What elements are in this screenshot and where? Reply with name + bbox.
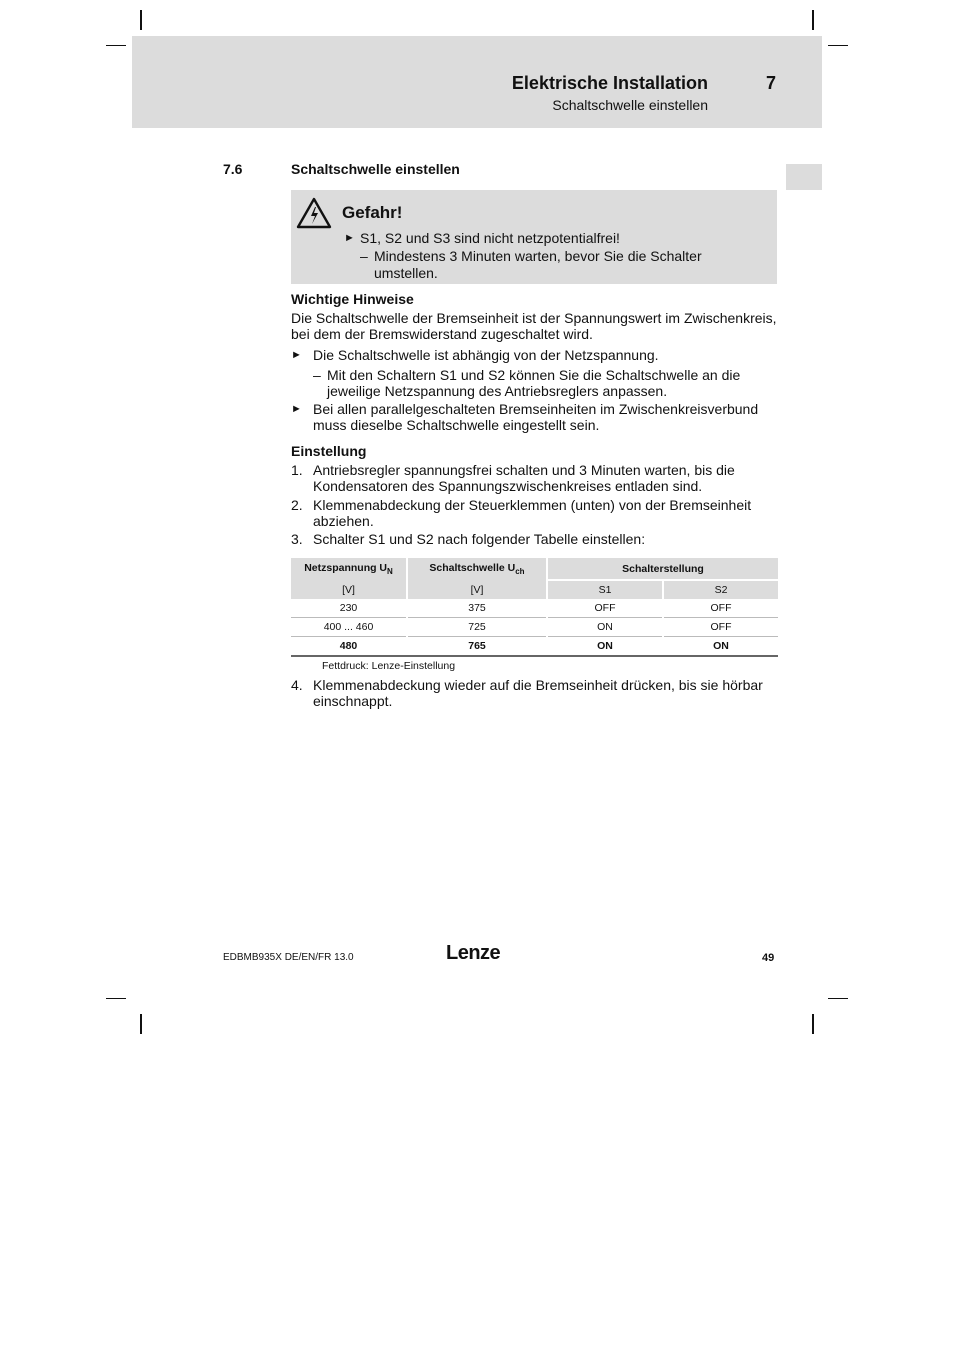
hints-para-line2: bei dem der Bremswiderstand zugeschaltet wird. <box>291 326 593 342</box>
table-row <box>291 618 778 637</box>
table-cell: 725 <box>407 618 547 637</box>
hints-bullet2-line1: Bei allen parallelgeschalteten Bremseinheiten im Zwischenkreisverbund <box>313 401 759 417</box>
crop-mark <box>106 45 126 46</box>
hints-heading: Wichtige Hinweise <box>291 291 414 307</box>
step-text: Antriebsregler spannungsfrei schalten und 3 Minuten warten, bis die <box>313 462 735 478</box>
table-note: Fettdruck: Lenze-Einstellung <box>322 660 456 672</box>
table-cell: 375 <box>407 599 547 618</box>
table-row <box>291 599 778 618</box>
table-cell: ON <box>663 637 778 657</box>
crop-mark <box>812 10 814 30</box>
crop-mark <box>828 998 848 999</box>
table-unit: [V] <box>291 580 407 599</box>
table-row <box>291 637 778 657</box>
switch-settings-table <box>291 558 778 657</box>
table-cell: ON <box>547 637 663 657</box>
hints-sub1-line1: Mit den Schaltern S1 und S2 können Sie die Schaltschwelle an die <box>327 367 741 383</box>
section-title: Schaltschwelle einstellen <box>291 161 460 177</box>
danger-title: Gefahr! <box>342 203 403 222</box>
section-number: 7.6 <box>223 161 243 177</box>
table-cell: ON <box>547 618 663 637</box>
table-header-switch: Schalterstellung <box>547 558 778 580</box>
crop-mark <box>140 1014 142 1034</box>
bullet-triangle-icon: ► <box>291 349 302 361</box>
page-number: 49 <box>762 952 775 964</box>
table-cell: 480 <box>291 637 407 657</box>
dash-icon: – <box>313 367 321 383</box>
document-code: EDBMB935X DE/EN/FR 13.0 <box>223 952 354 963</box>
hints-sub1-line2: jeweilige Netzspannung des Antriebsreglers anpassen. <box>327 383 668 399</box>
step-text: abziehen. <box>313 513 374 529</box>
table-s2-header: S2 <box>663 580 778 599</box>
bullet-triangle-icon: ► <box>344 232 355 244</box>
lenze-logo: Lenze <box>446 942 501 964</box>
step-number: 3. <box>291 531 303 547</box>
bullet-triangle-icon: ► <box>291 403 302 415</box>
table-cell: 765 <box>407 637 547 657</box>
step-number: 1. <box>291 462 303 478</box>
danger-bullet: S1, S2 und S3 sind nicht netzpotentialfrei! <box>360 230 620 246</box>
danger-sub-line1: Mindestens 3 Minuten warten, bevor Sie die Schalter <box>374 248 702 264</box>
hints-bullet1: Die Schaltschwelle ist abhängig von der Netzspannung. <box>313 347 659 363</box>
table-cell: OFF <box>663 618 778 637</box>
header-band <box>132 36 822 128</box>
step-text: Kondensatoren des Spannungszwischenkreises entladen sind. <box>313 478 703 494</box>
step-text: Schalter S1 und S2 nach folgender Tabelle einstellen: <box>313 531 646 547</box>
step-text: Klemmenabdeckung der Steuerklemmen (unten) von der Bremseinheit <box>313 497 752 513</box>
chapter-subtitle: Schaltschwelle einstellen <box>552 97 708 113</box>
crop-mark <box>828 45 848 46</box>
hints-para-line1: Die Schaltschwelle der Bremseinheit ist der Spannungswert im Zwischenkreis, <box>291 310 777 326</box>
table-unit: [V] <box>407 580 547 599</box>
crop-mark <box>106 998 126 999</box>
table-header-net: Netzspannung $U_N$ <box>291 558 407 580</box>
danger-sub-line2: umstellen. <box>374 265 438 281</box>
table-cell: 400 ... 460 <box>291 618 407 637</box>
chapter-title: Elektrische Installation <box>511 73 708 93</box>
hints-bullet2-line2: muss dieselbe Schaltschwelle eingestellt sein. <box>313 417 600 433</box>
step-text: einschnappt. <box>313 693 393 709</box>
dash-icon: – <box>360 248 368 264</box>
crop-mark <box>812 1014 814 1034</box>
setting-heading: Einstellung <box>291 443 367 459</box>
chapter-number: 7 <box>766 73 777 93</box>
step-number: 4. <box>291 677 303 693</box>
table-cell: OFF <box>663 599 778 618</box>
chapter-side-tab <box>786 164 822 190</box>
table-header-threshold: Schaltschwelle $U_{ch}$ <box>407 558 547 580</box>
step-number: 2. <box>291 497 303 513</box>
danger-warning-triangle-icon <box>296 197 332 229</box>
crop-mark <box>140 10 142 30</box>
table-cell: 230 <box>291 599 407 618</box>
step-text: Klemmenabdeckung wieder auf die Bremseinheit drücken, bis sie hörbar <box>313 677 763 693</box>
table-cell: OFF <box>547 599 663 618</box>
table-s1-header: S1 <box>547 580 663 599</box>
